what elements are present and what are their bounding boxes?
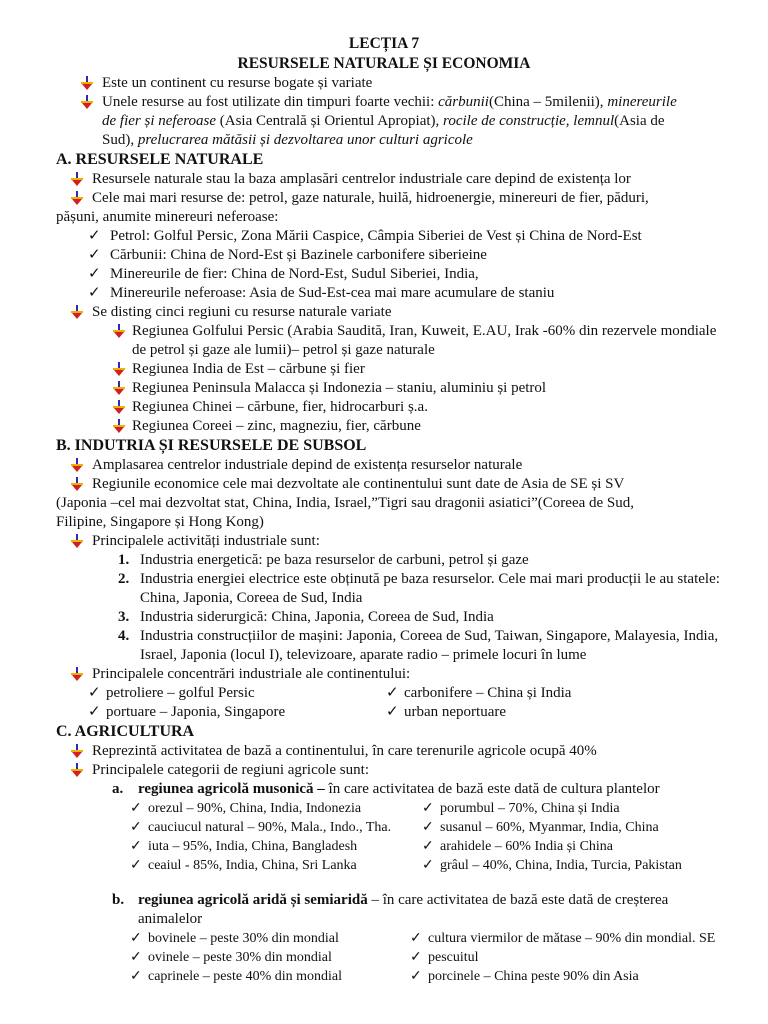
section-a-bullet-2: Cele mai mari resurse de: petrol, gaze naturale, huilă, hidroenergie, minereuri de fier, păduri, <box>0 189 768 208</box>
checkmark-icon: ✓ <box>422 858 434 873</box>
pushpin-arrow-icon <box>70 477 84 491</box>
industry-item: 3. Industria siderurgică: China, Japonia, Coreea de Sud, India <box>118 609 494 625</box>
checkmark-icon: ✓ <box>422 839 434 854</box>
checkmark-icon: ✓ <box>410 950 422 965</box>
checkmark-icon: ✓ <box>130 950 142 965</box>
pushpin-arrow-icon <box>112 400 126 414</box>
checkmark-icon: ✓ <box>88 704 101 720</box>
pushpin-arrow-icon <box>70 667 84 681</box>
checkmark-icon: ✓ <box>88 285 101 301</box>
crop-row: ✓ iuta – 95%, India, China, Bangladesh ✓ arahidele – 60% India și China <box>130 839 614 854</box>
pushpin-arrow-icon <box>70 744 84 758</box>
pushpin-arrow-icon <box>112 324 126 338</box>
section-a-heading: A. RESURSELE NATURALE <box>56 151 264 168</box>
section-a-bullet-2-cont: pășuni, anumite minereuri neferoase: <box>56 209 279 225</box>
checkmark-icon: ✓ <box>88 247 101 263</box>
pushpin-arrow-icon <box>112 381 126 395</box>
region-item: Regiunea Golfului Persic (Arabia Saudită, Iran, Kuweit, E.AU, Irak -60% din rezervele mondiale de petrol și gaze ale lumii)– petrol și gaze naturale <box>0 322 768 360</box>
region-item: Regiunea Chinei – cărbune, fier, hidrocarburi ș.a. <box>0 398 768 417</box>
main-title: RESURSELE NATURALE ȘI ECONOMIA <box>237 55 531 72</box>
checkmark-icon: ✓ <box>130 801 142 816</box>
pushpin-arrow-icon <box>70 458 84 472</box>
crop-row: ✓ cauciucul natural – 90%, Mala., Indo., Tha. ✓ susanul – 60%, Myanmar, India, China <box>130 820 659 835</box>
resource-check-item: ✓ Minereurile neferoase: Asia de Sud-Est-cea mai mare acumulare de staniu <box>88 285 555 301</box>
agri-region-a: a. regiunea agricolă musonică – în care activitatea de bază este dată de cultura plantelor <box>112 781 660 797</box>
section-b-bullet-1: Amplasarea centrelor industriale depind de existența resurselor naturale <box>0 456 768 475</box>
crop-row: ✓ orezul – 90%, China, India, Indonezia ✓ porumbul – 70%, China și India <box>130 801 620 816</box>
section-c-heading: C. AGRICULTURA <box>56 723 195 740</box>
pushpin-arrow-icon <box>70 305 84 319</box>
checkmark-icon: ✓ <box>88 266 101 282</box>
pushpin-arrow-icon <box>112 419 126 433</box>
livestock-row: ✓ ovinele – peste 30% din mondial ✓ pescuitul <box>130 950 479 965</box>
resource-check-item: ✓ Petrol: Golful Persic, Zona Mării Caspice, Câmpia Siberiei de Vest și China de Nord-Est <box>88 228 642 244</box>
intro-bullet-2: Unele resurse au fost utilizate din timpuri foarte vechii: cărbunii(China – 5milenii), minereurile de fier și neferoase (Asia Centrală și Orientul Apropiat), rocile de construcție, lemnul(Asia de Sud), prelucrarea mătăsii și dezvoltarea unor culturi agricole <box>0 93 768 150</box>
pushpin-arrow-icon <box>112 362 126 376</box>
section-b-bullet-2: Regiunile economice cele mai dezvoltate ale continentului sunt date de Asia de SE și SV <box>0 475 768 494</box>
pushpin-arrow-icon <box>70 763 84 777</box>
checkmark-icon: ✓ <box>130 820 142 835</box>
livestock-row: ✓ caprinele – peste 40% din mondial ✓ porcinele – China peste 90% din Asia <box>130 969 639 984</box>
concentration-row: ✓ portuare – Japonia, Singapore ✓ urban neportuare <box>88 704 507 720</box>
checkmark-icon: ✓ <box>410 931 422 946</box>
pushpin-arrow-icon <box>70 534 84 548</box>
checkmark-icon: ✓ <box>386 704 399 720</box>
checkmark-icon: ✓ <box>130 839 142 854</box>
checkmark-icon: ✓ <box>88 228 101 244</box>
section-b-bullet-2-cont: Filipine, Singapore și Hong Kong) <box>56 514 264 530</box>
crop-row: ✓ ceaiul - 85%, India, China, Sri Lanka ✓ grâul – 40%, China, India, Turcia, Pakistan <box>130 858 682 873</box>
pushpin-arrow-icon <box>70 191 84 205</box>
pushpin-arrow-icon <box>70 172 84 186</box>
checkmark-icon: ✓ <box>130 858 142 873</box>
pushpin-arrow-icon <box>80 76 94 90</box>
section-b-heading: B. INDUTRIA ȘI RESURSELE DE SUBSOL <box>56 437 367 454</box>
checkmark-icon: ✓ <box>422 801 434 816</box>
livestock-row: ✓ bovinele – peste 30% din mondial ✓ cultura viermilor de mătase – 90% din mondial. SE <box>130 931 716 946</box>
section-c-bullet-2: Principalele categorii de regiuni agricole sunt: <box>0 761 768 780</box>
resource-check-item: ✓ Cărbunii: China de Nord-Est și Bazinele carbonifere siberieine <box>88 247 487 263</box>
intro-bullet-1: Este un continent cu resurse bogate și variate <box>0 74 768 93</box>
section-b-bullet-4: Principalele concentrări industriale ale continentului: <box>0 665 768 684</box>
section-c-bullet-1: Reprezintă activitatea de bază a continentului, în care terenurile agricole ocupă 40% <box>0 742 768 761</box>
checkmark-icon: ✓ <box>422 820 434 835</box>
checkmark-icon: ✓ <box>130 931 142 946</box>
industry-item: 4. Industria construcțiilor de mașini: Japonia, Coreea de Sud, Taiwan, Singapore, Malayesia, India, Israel, Japonia (locul I), televizoare, aparate radio – primele locuri în lume <box>118 628 719 663</box>
section-a-bullet-1: Resursele naturale stau la baza amplasări centrelor industriale care depind de existența lor <box>0 170 768 189</box>
region-item: Regiunea India de Est – cărbune și fier <box>0 360 768 379</box>
concentration-row: ✓ petroliere – golful Persic ✓ carbonifere – China și India <box>88 685 572 701</box>
lesson-title: LECȚIA 7 <box>348 35 420 52</box>
industry-item: 1. Industria energetică: pe baza resurselor de carbuni, petrol și gaze <box>118 552 529 568</box>
section-b-bullet-2-cont: (Japonia –cel mai dezvoltat stat, China, India, Israel,”Tigri sau dragonii asiatici”(Coreea de Sud, <box>56 495 635 511</box>
section-a-bullet-3: Se disting cinci regiuni cu resurse naturale variate <box>0 303 768 322</box>
region-item: Regiunea Coreei – zinc, magneziu, fier, cărbune <box>0 417 768 436</box>
agri-region-b: b. regiunea agricolă aridă și semiaridă – în care activitatea de bază este dată de creșterea animalelor <box>112 892 669 927</box>
industry-item: 2. Industria energiei electrice este obținută pe baza resurselor. Cele mai mari producții le au statele: China, Japonia, Coreea de Sud, India <box>118 571 720 606</box>
pushpin-arrow-icon <box>80 95 94 109</box>
checkmark-icon: ✓ <box>386 685 399 701</box>
checkmark-icon: ✓ <box>410 969 422 984</box>
section-b-bullet-3: Principalele activități industriale sunt: <box>0 532 768 551</box>
checkmark-icon: ✓ <box>130 969 142 984</box>
resource-check-item: ✓ Minereurile de fier: China de Nord-Est, Sudul Siberiei, India, <box>88 266 479 282</box>
checkmark-icon: ✓ <box>88 685 101 701</box>
region-item: Regiunea Peninsula Malacca și Indonezia – staniu, aluminiu și petrol <box>0 379 768 398</box>
